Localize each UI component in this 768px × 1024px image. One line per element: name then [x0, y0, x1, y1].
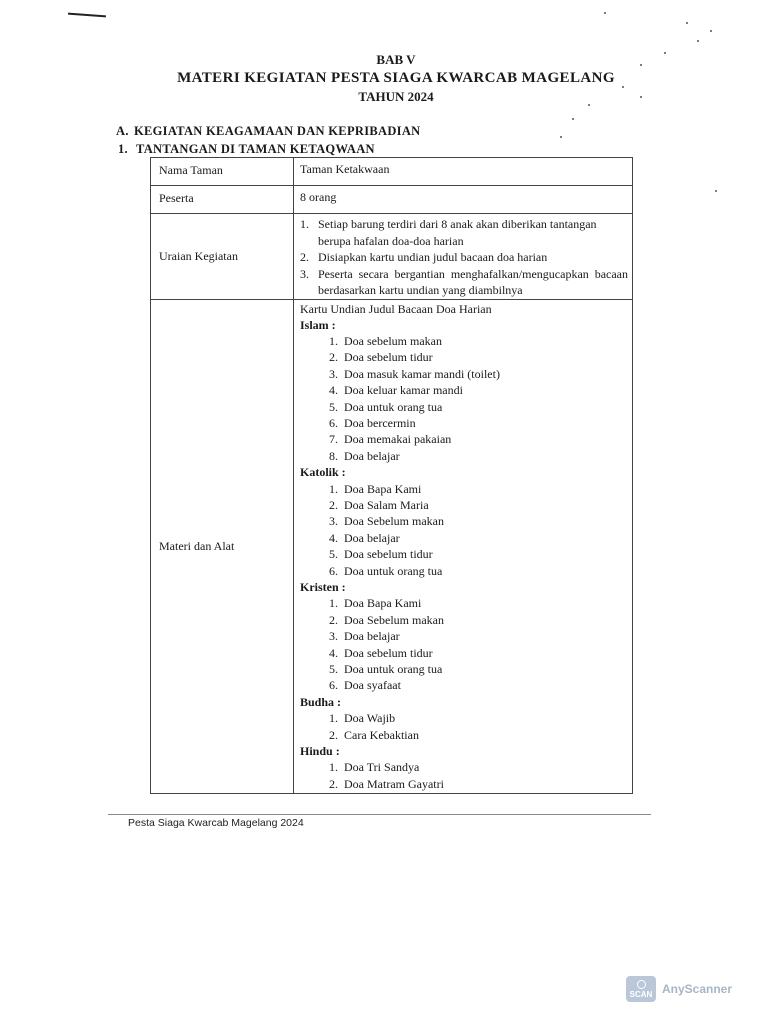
materi-label: Materi dan Alat [151, 299, 294, 793]
prayer-list-hindu [300, 759, 628, 792]
list-item: 1. Doa Bapa Kami [329, 596, 422, 611]
list-item: 1. Doa Tri Sandya [329, 760, 420, 775]
religion-heading-kristen: Kristen : [300, 580, 346, 594]
document-year: TAHUN 2024 [358, 89, 434, 104]
page-footer: Pesta Siaga Kwarcab Magelang 2024 [128, 817, 304, 829]
list-item: 4. Doa belajar [329, 530, 400, 545]
list-item: 3. Doa Sebelum makan [329, 514, 444, 529]
uraian-list [300, 216, 628, 299]
table-row [151, 214, 633, 300]
religion-heading-islam: Islam : [300, 317, 336, 332]
list-item: 2. Doa Salam Maria [329, 497, 429, 512]
list-item: 1. Doa Wajib [329, 711, 396, 726]
list-item: 2. Disiapkan kartu undian judul bacaan doa harian [300, 250, 548, 264]
list-item: 8. Doa belajar [329, 448, 400, 463]
subsection-heading [118, 142, 375, 157]
religion-heading-katolik: Katolik : [300, 465, 346, 480]
section-title: KEGIATAN KEAGAMAAN DAN KEPRIBADIAN [134, 124, 421, 138]
materi-title: Kartu Undian Judul Bacaan Doa Harian [300, 301, 492, 316]
prayer-list-islam [300, 333, 628, 464]
footer-divider [108, 814, 651, 815]
religion-heading-hindu: Hindu : [300, 744, 340, 759]
religion-heading-budha: Budha : [300, 694, 342, 709]
list-item: 2. Doa Sebelum makan [329, 612, 444, 627]
list-item: 1. Doa Bapa Kami [329, 481, 422, 496]
list-item: 7. Doa memakai pakaian [329, 432, 452, 447]
list-item: 6. Doa syafaat [329, 678, 401, 693]
scanner-logo-icon: SCAN [626, 976, 656, 1002]
nama-taman-value: Taman Ketakwaan [294, 158, 633, 186]
peserta-label: Peserta [151, 186, 294, 214]
list-item: 3. Doa belajar [329, 629, 400, 644]
scanner-watermark [626, 976, 732, 1002]
scanner-brand: AnyScanner [662, 982, 733, 996]
subsection-title: TANTANGAN DI TAMAN KETAQWAAN [136, 142, 375, 156]
list-item: 5. Doa sebelum tidur [329, 547, 433, 562]
list-item: 2. Cara Kebaktian [329, 727, 419, 742]
prayer-list-budha [300, 710, 628, 743]
chapter-label: BAB V [376, 52, 416, 67]
list-item: 4. Doa sebelum tidur [329, 645, 433, 660]
list-item: 2. Doa Matram Gayatri [329, 776, 444, 791]
list-item: 6. Doa bercermin [329, 415, 416, 430]
scan-pen-mark [68, 13, 106, 18]
table-row [151, 158, 633, 186]
prayer-list-katolik [300, 481, 628, 579]
subsection-number: 1. [118, 142, 128, 156]
list-item: 4. Doa keluar kamar mandi [329, 383, 463, 398]
list-item: 5. Doa untuk orang tua [329, 662, 443, 677]
table-row [151, 186, 633, 214]
materi-cell [294, 299, 633, 793]
prayer-list-kristen [300, 595, 628, 693]
list-item: 1. Doa sebelum makan [329, 333, 442, 348]
table-row [151, 299, 633, 793]
list-item: 5. Doa untuk orang tua [329, 399, 443, 414]
list-item: 3. Peserta secara bergantian menghafalkan/mengucapkan bacaan berdasarkan kartu undian yang diambilnya [300, 266, 628, 297]
uraian-cell [294, 214, 633, 300]
section-heading [116, 124, 420, 139]
nama-taman-label: Nama Taman [151, 158, 294, 186]
list-item: 2. Doa sebelum tidur [329, 350, 433, 365]
uraian-label: Uraian Kegiatan [151, 214, 294, 300]
activity-table [150, 157, 633, 794]
list-item: 3. Doa masuk kamar mandi (toilet) [329, 366, 500, 381]
peserta-value: 8 orang [294, 186, 633, 214]
section-number: A. [116, 124, 129, 138]
list-item: 6. Doa untuk orang tua [329, 563, 443, 578]
document-title: MATERI KEGIATAN PESTA SIAGA KWARCAB MAGELANG [177, 70, 615, 86]
list-item: 1. Setiap barung terdiri dari 8 anak akan diberikan tantangan berupa hafalan doa-doa harian [300, 217, 597, 248]
